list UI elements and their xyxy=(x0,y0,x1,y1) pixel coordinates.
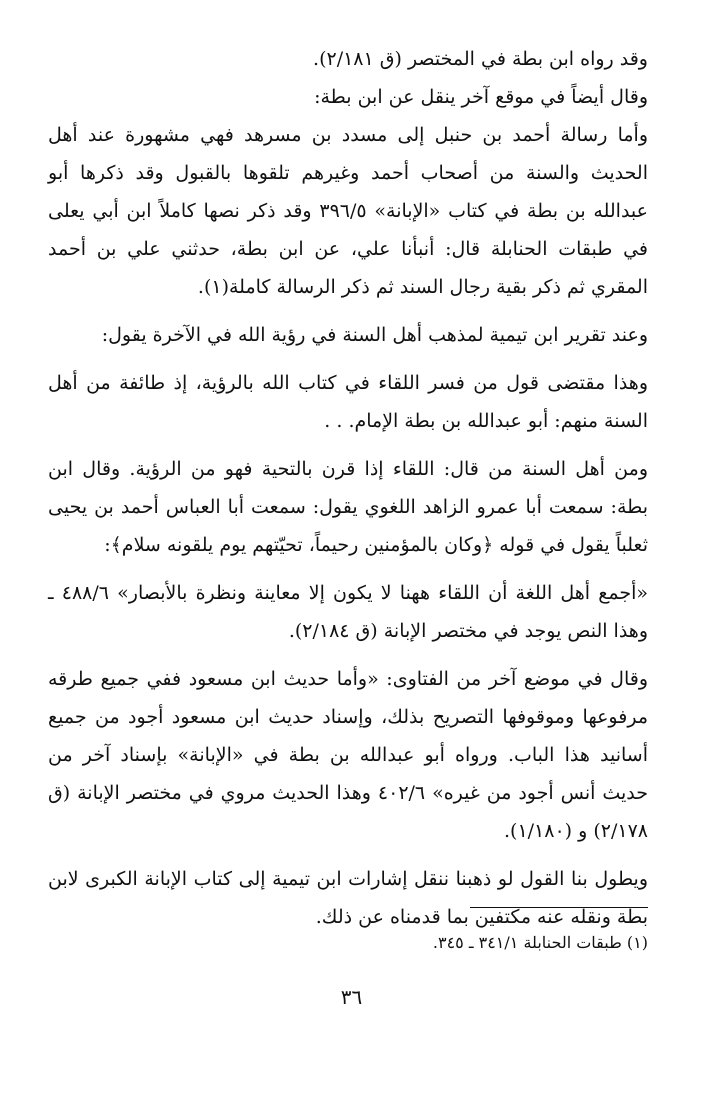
paragraph-8: وقال في موضع آخر من الفتاوى: «وأما حديث ابن مسعود ففي جميع طرقه مرفوعها وموقوفها التصريح بذلك، وإسناد حديث ابن مسعود أجود من جميع أسانيد هذا الباب. ورواه أبو عبدالله بن بطة في «الإبانة» بإسناد آخر من حديث أنس أجود من غيره» ٤٠٢/٦ وهذا الحديث مروي في مختصر الإبانة (ق ٢/١٧٨) و (١/١٨٠). xyxy=(48,668,648,842)
page-number: ٣٦ xyxy=(340,985,363,1009)
footnote: (١) طبقات الحنابلة ٣٤١/١ ـ ٣٤٥. xyxy=(432,933,648,952)
paragraph-6: ومن أهل السنة من قال: اللقاء إذا قرن بالتحية فهو من الرؤية. وقال ابن بطة: سمعت أبا عمرو الزاهد اللغوي يقول: سمعت أبا العباس أحمد بن يحيى ثعلباً يقول في قوله ﴿وكان بالمؤمنين رحيماً، تحيّتهم يوم يلقونه سلام﴾: xyxy=(48,458,648,556)
paragraph-1: وقد رواه ابن بطة في المختصر (ق ٢/١٨١). xyxy=(313,48,648,70)
paragraph-3: وأما رسالة أحمد بن حنبل إلى مسدد بن مسرهد فهي مشهورة عند أهل الحديث والسنة من أصحاب أحمد وغيرهم تلقوها بالقبول وقد ذكرها أبو عبدالله بن بطة في كتاب «الإبانة» ٣٩٦/٥ وقد ذكر نصها كاملاً ابن أبي يعلى في طبقات الحنابلة قال: أنبأنا علي، عن ابن بطة، حدثني علي بن أحمد المقري ثم ذكر بقية رجال السند ثم ذكر الرسالة كاملة(١). xyxy=(48,124,648,298)
paragraph-7: «أجمع أهل اللغة أن اللقاء ههنا لا يكون إلا معاينة ونظرة بالأبصار» ٤٨٨/٦ ـ وهذا النص يوجد في مختصر الإبانة (ق ٢/١٨٤). xyxy=(48,582,649,642)
paragraph-5: وهذا مقتضى قول من فسر اللقاء في كتاب الله بالرؤية، إذ طائفة من أهل السنة منهم: أبو عبدالله بن بطة الإمام. . . xyxy=(48,372,648,432)
paragraph-9: ويطول بنا القول لو ذهبنا ننقل إشارات ابن تيمية إلى كتاب الإبانة الكبرى لابن بطة ونقله عنه مكتفين بما قدمناه عن ذلك. xyxy=(48,868,648,928)
footnote-divider xyxy=(470,907,648,908)
paragraph-4: وعند تقرير ابن تيمية لمذهب أهل السنة في رؤية الله في الآخرة يقول: xyxy=(101,324,648,346)
page-body xyxy=(48,40,648,946)
paragraph-2: وقال أيضاً في موقع آخر ينقل عن ابن بطة: xyxy=(314,86,648,108)
